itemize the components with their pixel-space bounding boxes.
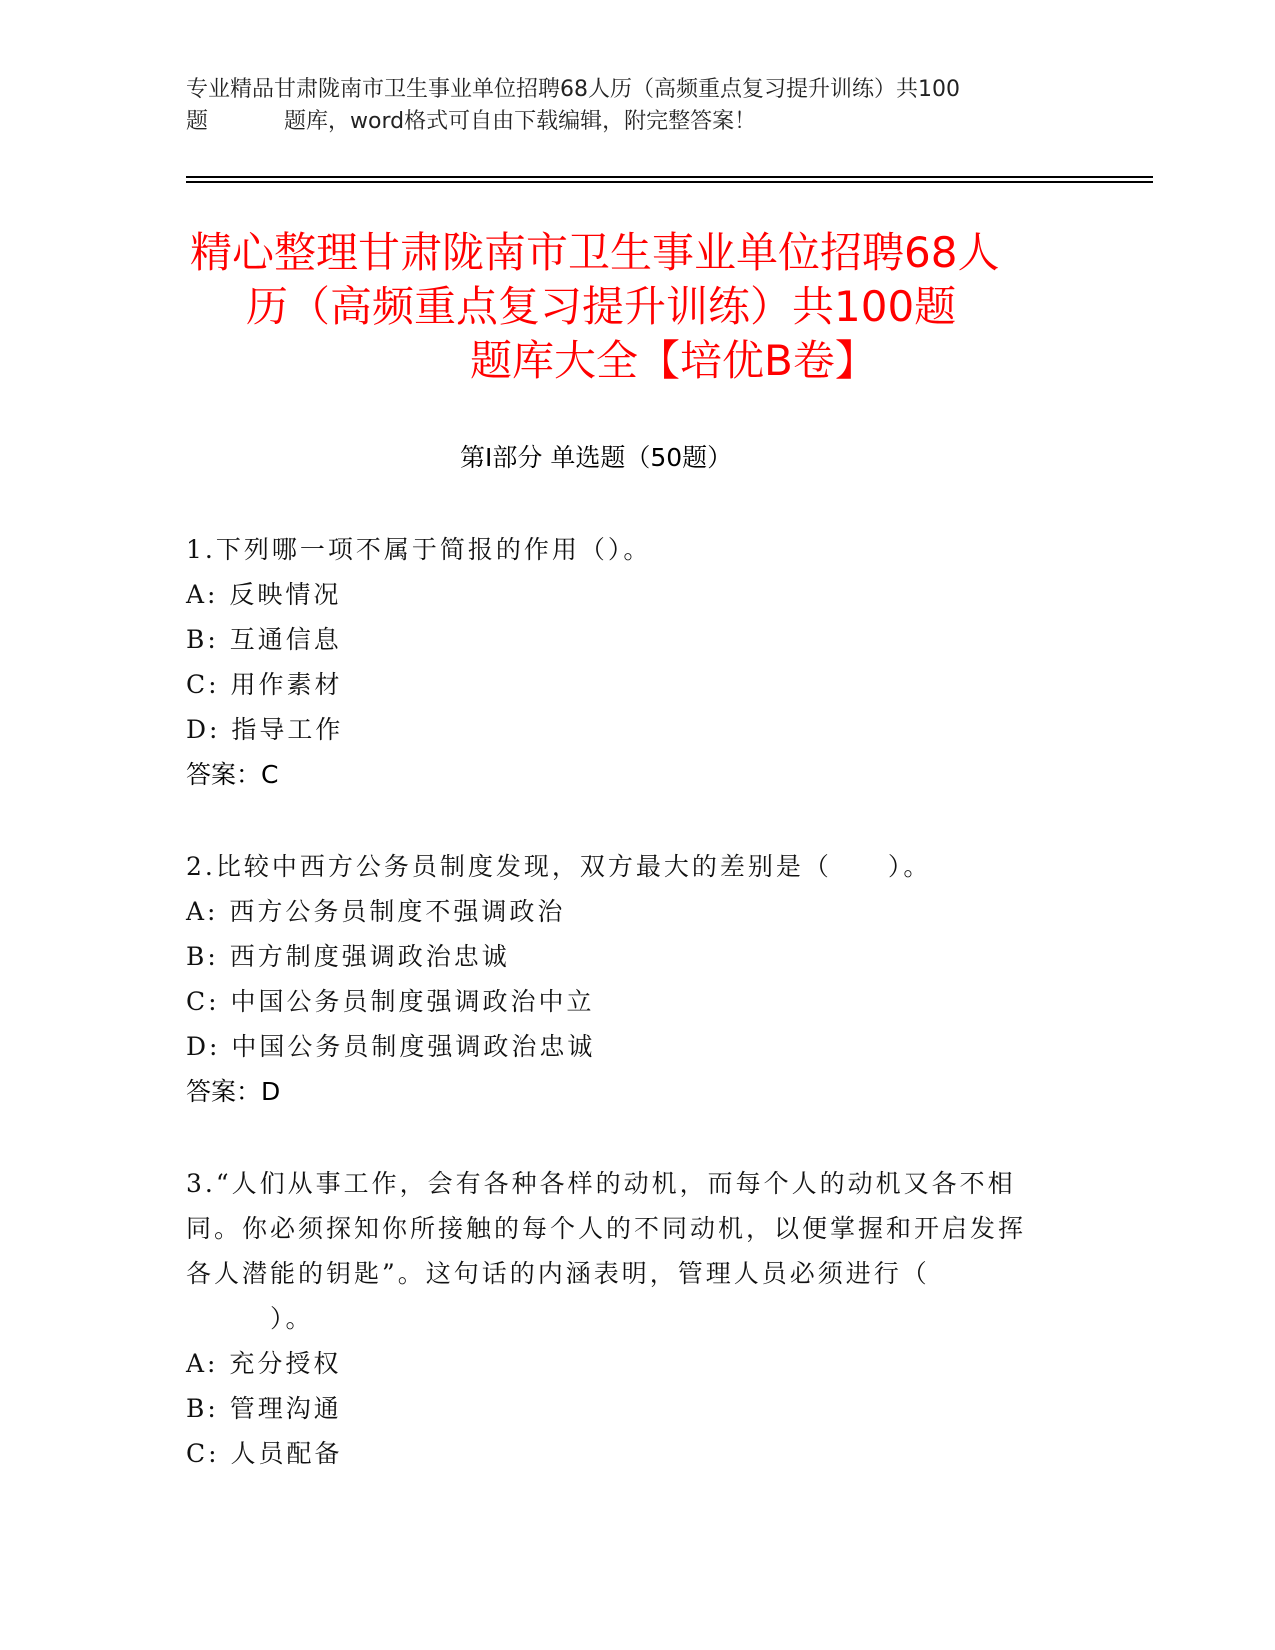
question-1-option-b: B: 互通信息 <box>186 625 342 654</box>
question-2-answer: 答案：D <box>186 1077 281 1106</box>
question-2-option-d: D: 中国公务员制度强调政治忠诚 <box>186 1032 596 1061</box>
question-1-option-a: A: 反映情况 <box>186 580 342 609</box>
question-3-option-c: C: 人员配备 <box>186 1439 343 1468</box>
question-3-stem-line-2: 同。你必须探知你所接触的每个人的不同动机，以便掌握和开启发挥 <box>186 1214 1027 1243</box>
document-title-line-2: 历（高频重点复习提升训练）共100题 <box>246 282 957 331</box>
header-line-1: 专业精品甘肃陇南市卫生事业单位招聘68人历（高频重点复习提升训练）共100 <box>186 77 960 102</box>
question-1-stem: 1.下列哪一项不属于简报的作用（）。 <box>186 535 652 564</box>
header-rule-bottom <box>186 181 1153 183</box>
question-3-option-b: B: 管理沟通 <box>186 1394 342 1423</box>
document-title-line-1: 精心整理甘肃陇南市卫生事业单位招聘68人 <box>190 228 1000 277</box>
question-1-option-d: D: 指导工作 <box>186 715 344 744</box>
question-3-option-a: A: 充分授权 <box>186 1349 342 1378</box>
question-1-answer: 答案：C <box>186 760 279 789</box>
question-3-stem-line-4: ）。 <box>186 1304 314 1333</box>
document-title-line-3: 题库大全【培优B卷】 <box>470 336 877 385</box>
header-line-2-right: 题库，word格式可自由下载编辑，附完整答案！ <box>284 109 757 134</box>
question-2-option-b: B: 西方制度强调政治忠诚 <box>186 942 510 971</box>
section-title: 第Ⅰ部分 单选题（50题） <box>460 443 733 472</box>
question-2-option-c: C: 中国公务员制度强调政治中立 <box>186 987 595 1016</box>
question-3-stem-line-3: 各人潜能的钥匙”。这句话的内涵表明，管理人员必须进行（ <box>186 1259 930 1288</box>
question-3-stem-line-1: 3.“人们从事工作，会有各种各样的动机，而每个人的动机又各不相 <box>186 1169 1016 1198</box>
question-1-option-c: C: 用作素材 <box>186 670 343 699</box>
question-2-option-a: A: 西方公务员制度不强调政治 <box>186 897 566 926</box>
header-rule-top <box>186 176 1153 178</box>
header-line-2-left: 题 <box>186 109 209 134</box>
question-2-stem: 2.比较中西方公务员制度发现，双方最大的差别是（ ）。 <box>186 852 932 881</box>
